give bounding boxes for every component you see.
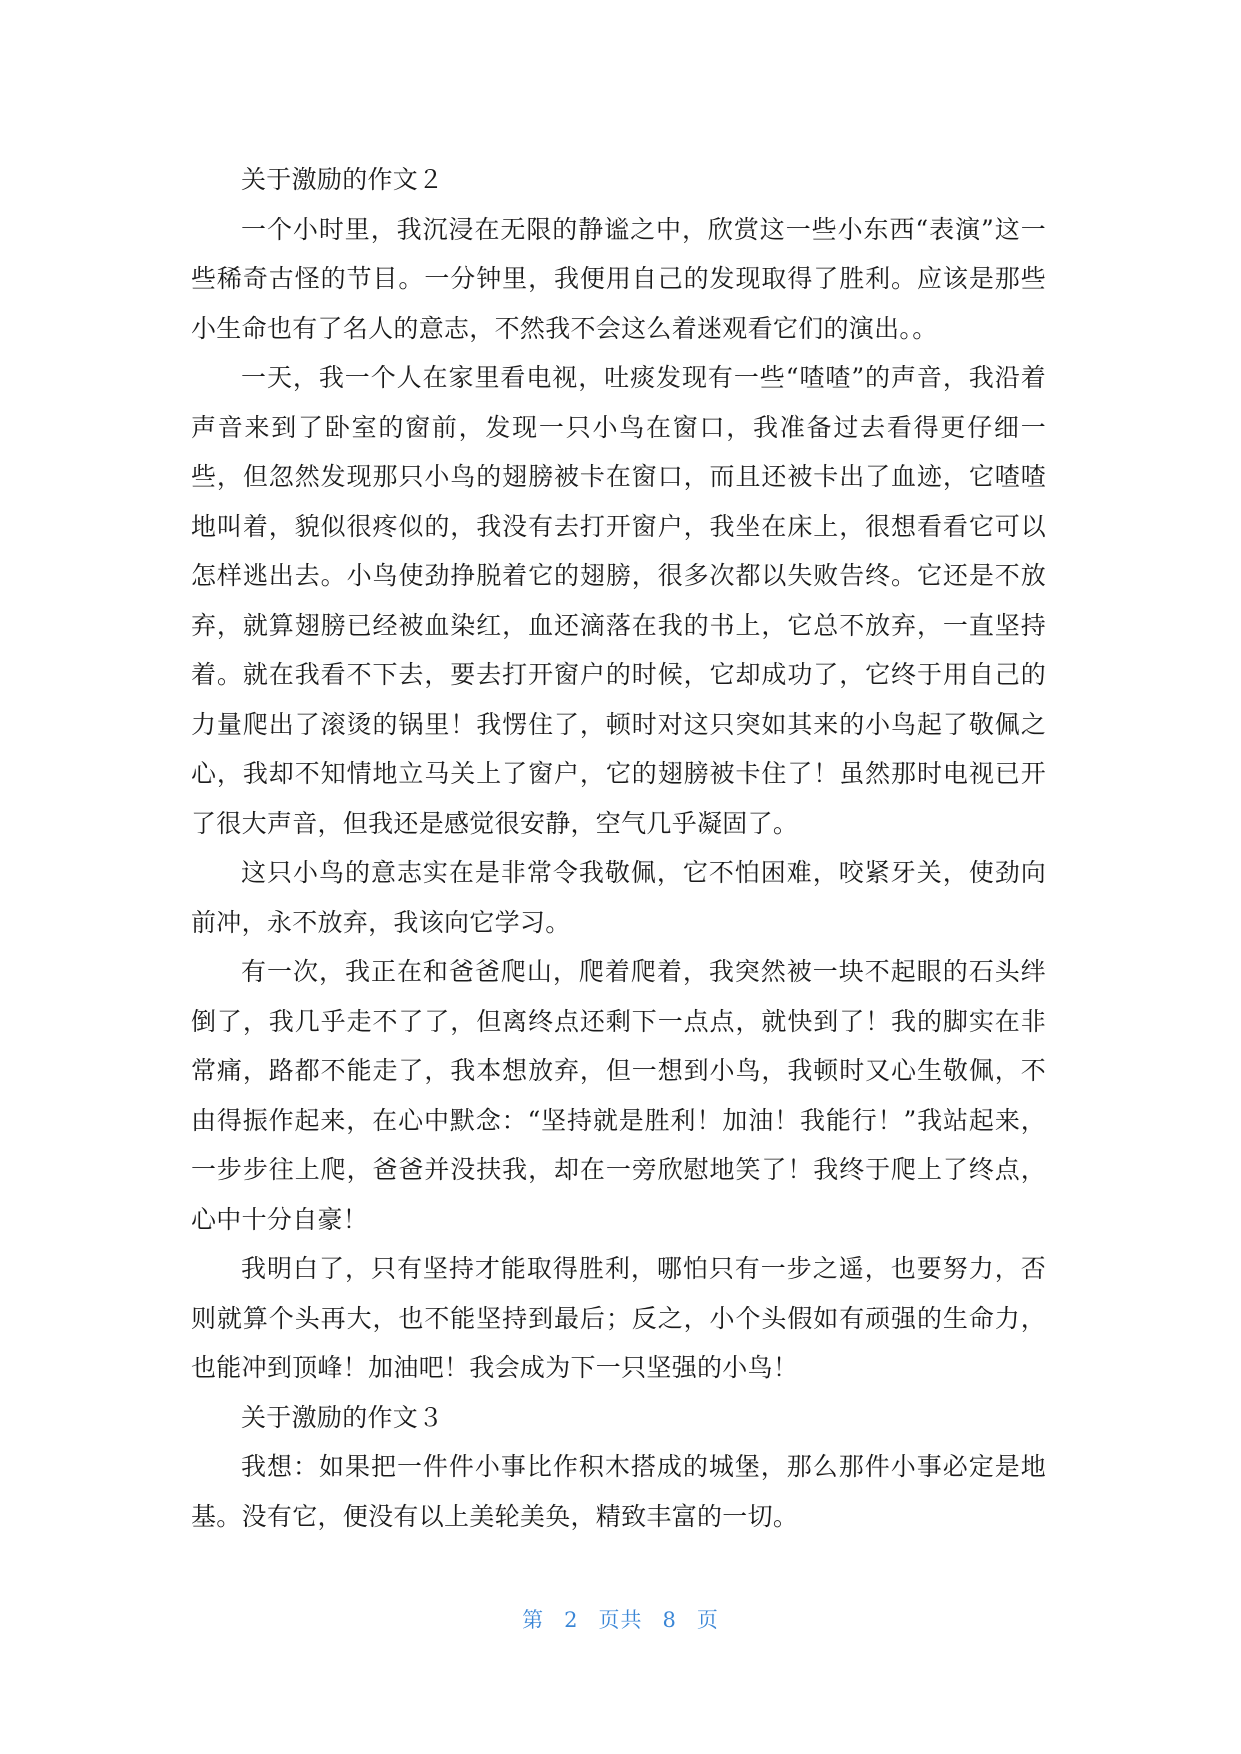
total-pages-number: 8 xyxy=(662,1608,677,1632)
footer-suffix: 页 xyxy=(696,1608,719,1632)
paragraph: 我想：如果把一件件小事比作积木搭成的城堡，那么那件小事必定是地基。没有它，便没有以上美轮美奂，精致丰富的一切。 xyxy=(191,1452,1046,1531)
footer-prefix: 第 xyxy=(522,1608,545,1632)
current-page-number: 2 xyxy=(564,1608,579,1632)
paragraph: 一天，我一个人在家里看电视，吐痰发现有一些“喳喳”的声音，我沿着声音来到了卧室的窗前，发现一只小鸟在窗口，我准备过去看得更仔细一些，但忽然发现那只小鸟的翅膀被卡在窗口，而且还被卡出了血迹，它喳喳地叫着，貌似很疼似的，我没有去打开窗户，我坐在床上，很想看看它可以怎样逃出去。小鸟使劲挣脱着它的翅膀，很多次都以失败告终。它还是不放弃，就算翅膀已经被血染红，血还滴落在我的书上，它总不放弃，一直坚持着。就在我看不下去，要去打开窗户的时候，它却成功了，它终于用自己的力量爬出了滚烫的锅里！我愣住了，顿时对这只突如其来的小鸟起了敬佩之心，我却不知情地立马关上了窗户，它的翅膀被卡住了！虽然那时电视已开了很大声音，但我还是感觉很安静，空气几乎凝固了。 xyxy=(191,363,1046,838)
page-footer xyxy=(0,1604,1241,1634)
paragraph: 这只小鸟的意志实在是非常令我敬佩，它不怕困难，咬紧牙关，使劲向前冲，永不放弃，我该向它学习。 xyxy=(191,858,1046,937)
section-heading: 关于激励的作文２ xyxy=(241,165,444,194)
paragraph: 我明白了，只有坚持才能取得胜利，哪怕只有一步之遥，也要努力，否则就算个头再大，也不能坚持到最后；反之，小个头假如有顽强的生命力，也能冲到顶峰！加油吧！我会成为下一只坚强的小鸟！ xyxy=(191,1254,1046,1382)
section-heading: 关于激励的作文３ xyxy=(241,1402,444,1432)
paragraph: 有一次，我正在和爸爸爬山，爬着爬着，我突然被一块不起眼的石头绊倒了，我几乎走不了了，但离终点还剩下一点点，就快到了！我的脚实在非常痛，路都不能走了，我本想放弃，但一想到小鸟，我顿时又心生敬佩，不由得振作起来，在心中默念：“坚持就是胜利！加油！我能行！”我站起来，一步步往上爬，爸爸并没扶我，却在一旁欣慰地笑了！我终于爬上了终点，心中十分自豪！ xyxy=(191,957,1046,1234)
paragraph: 一个小时里，我沉浸在无限的静谧之中，欣赏这一些小东西“表演”这一些稀奇古怪的节目。一分钟里，我便用自己的发现取得了胜利。应该是那些小生命也有了名人的意志，不然我不会这么着迷观看它们的演出。。 xyxy=(191,214,1046,343)
footer-middle: 页共 xyxy=(598,1608,643,1632)
document-body xyxy=(191,155,1046,1541)
